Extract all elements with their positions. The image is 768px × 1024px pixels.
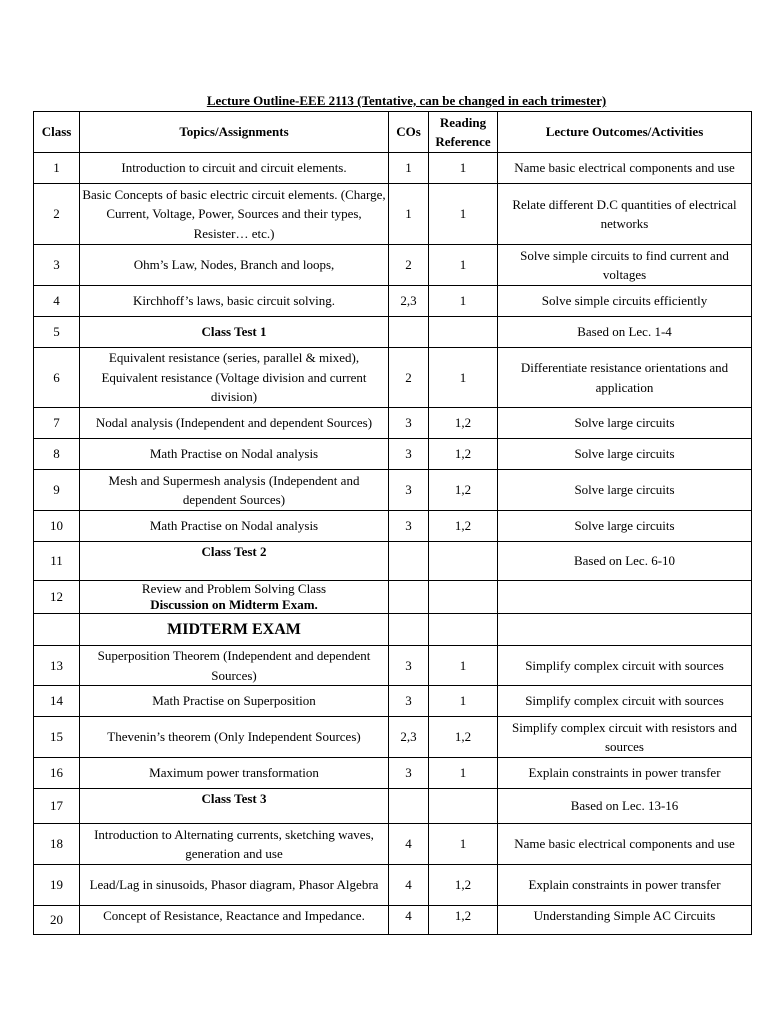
class-cell: 15 [34,717,80,758]
cos-cell: 3 [389,408,429,439]
table-header-row [34,112,752,153]
midterm-discussion-label: Discussion on Midterm Exam. [150,597,318,612]
reference-cell: 1 [429,758,498,789]
header-reading-reference: Reading Reference [429,112,498,153]
table-row [34,789,752,824]
topic-cell: Ohm’s Law, Nodes, Branch and loops, [80,245,389,286]
header-class: Class [34,112,80,153]
table-row [34,317,752,348]
reference-cell: 1,2 [429,865,498,906]
outcome-cell: Solve simple circuits efficiently [498,286,752,317]
reference-cell: 1 [429,184,498,245]
class-cell: 6 [34,348,80,408]
outcome-cell [498,614,752,646]
header-topics: Topics/Assignments [80,112,389,153]
table-row [34,646,752,686]
class-cell: 20 [34,906,80,935]
class-cell: 10 [34,511,80,542]
class-cell: 13 [34,646,80,686]
table-row [34,184,752,245]
table-row [34,717,752,758]
topic-cell: Math Practise on Nodal analysis [80,511,389,542]
topic-cell: Thevenin’s theorem (Only Independent Sources) [80,717,389,758]
outcome-cell: Differentiate resistance orientations and application [498,348,752,408]
lecture-outline-table [33,111,752,935]
topic-cell: Concept of Resistance, Reactance and Impedance. [80,906,389,935]
topic-cell: Superposition Theorem (Independent and dependent Sources) [80,646,389,686]
table-row [34,511,752,542]
reference-cell: 1,2 [429,906,498,935]
cos-cell: 1 [389,184,429,245]
table-row [34,348,752,408]
cos-cell: 3 [389,439,429,470]
outcome-cell: Solve large circuits [498,408,752,439]
class-cell: 1 [34,153,80,184]
topic-cell: Introduction to circuit and circuit elements. [80,153,389,184]
class-test-label: Class Test 1 [80,317,389,348]
class-cell: 7 [34,408,80,439]
table-row [34,686,752,717]
cos-cell: 2,3 [389,717,429,758]
midterm-row [34,614,752,646]
page-title: Lecture Outline-EEE 2113 (Tentative, can be changed in each trimester) [206,93,607,108]
cos-cell: 2 [389,348,429,408]
table-row [34,581,752,614]
topic-cell: Introduction to Alternating currents, sketching waves, generation and use [80,824,389,865]
cos-cell: 4 [389,906,429,935]
table-row [34,408,752,439]
table-row [34,470,752,511]
topic-cell: Math Practise on Nodal analysis [80,439,389,470]
class-cell: 12 [34,581,80,614]
reference-cell: 1,2 [429,470,498,511]
outcome-cell: Based on Lec. 6-10 [498,542,752,581]
outcome-cell: Explain constraints in power transfer [498,865,752,906]
table-row [34,245,752,286]
class-cell: 3 [34,245,80,286]
cos-cell: 3 [389,511,429,542]
table-row [34,542,752,581]
outcome-cell: Simplify complex circuit with resistors and sources [498,717,752,758]
topic-cell: Lead/Lag in sinusoids, Phasor diagram, Phasor Algebra [80,865,389,906]
outcome-cell: Relate different D.C quantities of electrical networks [498,184,752,245]
cos-cell: 4 [389,824,429,865]
outcome-cell: Based on Lec. 1-4 [498,317,752,348]
outcome-cell [498,581,752,614]
cos-cell: 1 [389,153,429,184]
class-cell: 18 [34,824,80,865]
table-row [34,758,752,789]
topic-cell: Kirchhoff’s laws, basic circuit solving. [80,286,389,317]
review-class-label: Review and Problem Solving Class [141,581,327,596]
class-cell: 5 [34,317,80,348]
reference-cell: 1 [429,286,498,317]
reference-cell: 1 [429,686,498,717]
outcome-cell: Understanding Simple AC Circuits [498,906,752,935]
reference-cell: 1 [429,348,498,408]
reference-cell [429,789,498,824]
topic-cell: Nodal analysis (Independent and dependent Sources) [80,408,389,439]
class-cell: 19 [34,865,80,906]
class-cell: 8 [34,439,80,470]
cos-cell [389,789,429,824]
outcome-cell: Explain constraints in power transfer [498,758,752,789]
class-cell [34,614,80,646]
reference-cell [429,581,498,614]
cos-cell: 3 [389,758,429,789]
cos-cell: 3 [389,470,429,511]
cos-cell [389,317,429,348]
topic-cell: Basic Concepts of basic electric circuit elements. (Charge, Current, Voltage, Power, Sources and their types, Resister… etc.) [80,184,389,245]
topic-cell: Mesh and Supermesh analysis (Independent and dependent Sources) [80,470,389,511]
class-cell: 14 [34,686,80,717]
topic-cell [80,581,389,614]
reference-cell [429,614,498,646]
cos-cell [389,542,429,581]
outcome-cell: Solve large circuits [498,439,752,470]
topic-cell: Equivalent resistance (series, parallel & mixed), Equivalent resistance (Voltage division and current division) [80,348,389,408]
outcome-cell: Name basic electrical components and use [498,153,752,184]
midterm-exam-label: MIDTERM EXAM [80,614,389,646]
reference-cell: 1 [429,824,498,865]
table-row [34,865,752,906]
topic-cell: Math Practise on Superposition [80,686,389,717]
reference-cell: 1,2 [429,717,498,758]
cos-cell: 4 [389,865,429,906]
class-cell: 4 [34,286,80,317]
reference-cell: 1 [429,153,498,184]
reference-cell: 1,2 [429,439,498,470]
table-row [34,153,752,184]
table-row [34,286,752,317]
outcome-cell: Solve large circuits [498,470,752,511]
reference-cell: 1,2 [429,511,498,542]
class-test-label: Class Test 3 [80,789,389,824]
reference-cell: 1 [429,646,498,686]
table-row [34,439,752,470]
class-cell: 11 [34,542,80,581]
cos-cell [389,614,429,646]
outcome-cell: Solve large circuits [498,511,752,542]
class-cell: 2 [34,184,80,245]
outcome-cell: Simplify complex circuit with sources [498,686,752,717]
table-row [34,906,752,935]
reference-cell: 1,2 [429,408,498,439]
outcome-cell: Simplify complex circuit with sources [498,646,752,686]
topic-cell: Maximum power transformation [80,758,389,789]
class-cell: 9 [34,470,80,511]
cos-cell: 3 [389,646,429,686]
class-test-label: Class Test 2 [80,542,389,581]
table-row [34,824,752,865]
outcome-cell: Name basic electrical components and use [498,824,752,865]
reference-cell [429,542,498,581]
cos-cell: 3 [389,686,429,717]
reference-cell [429,317,498,348]
cos-cell [389,581,429,614]
header-cos: COs [389,112,429,153]
class-cell: 17 [34,789,80,824]
reference-cell: 1 [429,245,498,286]
outcome-cell: Solve simple circuits to find current and voltages [498,245,752,286]
outcome-cell: Based on Lec. 13-16 [498,789,752,824]
header-outcomes: Lecture Outcomes/Activities [498,112,752,153]
class-cell: 16 [34,758,80,789]
cos-cell: 2 [389,245,429,286]
cos-cell: 2,3 [389,286,429,317]
